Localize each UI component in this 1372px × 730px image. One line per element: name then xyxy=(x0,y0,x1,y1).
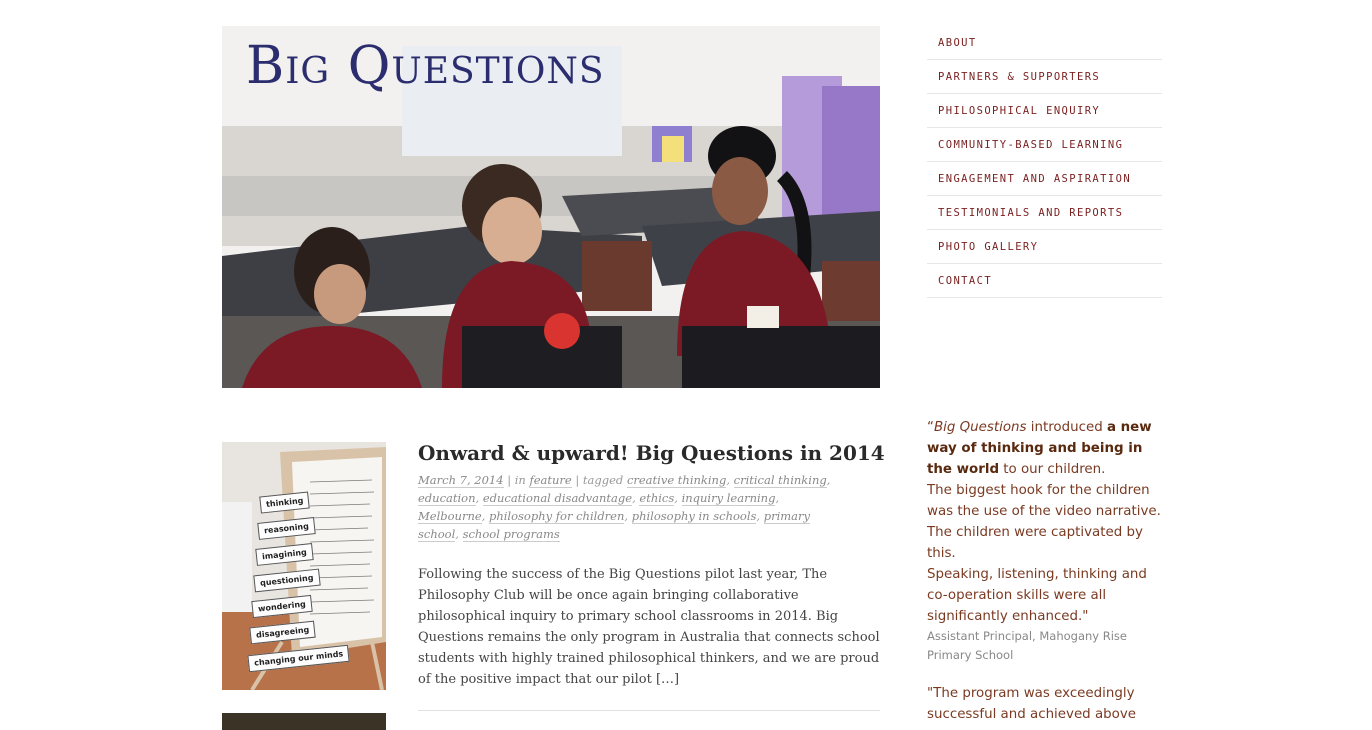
meta-tagged-label: tagged xyxy=(582,473,624,487)
post-tag-link[interactable]: primary school xyxy=(418,509,811,541)
post-tag-link[interactable]: creative thinking xyxy=(626,473,727,487)
meta-separator: | xyxy=(507,473,515,487)
tag-separator: , xyxy=(775,491,780,505)
tag-separator: , xyxy=(624,509,632,523)
nav-item-philosophical-enquiry[interactable]: PHILOSOPHICAL ENQUIRY xyxy=(927,94,1162,128)
thumb-word-card: reasoning xyxy=(257,517,315,540)
post-excerpt: Following the success of the Big Questions pilot last year, The Philosophy Club will be once again bringing collaborative philosophical inquiry to primary school classrooms in 2014. Big Questions remains the only program in Australia that connects school students with highly trained philosophical thinkers, and we are proud of the positive impact that our pilot […] xyxy=(418,567,880,687)
nav-item-partners-supporters[interactable]: PARTNERS & SUPPORTERS xyxy=(927,60,1162,94)
post-tag-link[interactable]: critical thinking xyxy=(733,473,827,487)
thumb-word-card: imagining xyxy=(255,543,313,566)
thumb-word-card: thinking xyxy=(259,491,310,513)
tag-separator: , xyxy=(632,491,640,505)
post-tag-link[interactable]: Melbourne xyxy=(418,509,482,523)
tag-separator: , xyxy=(756,509,764,523)
testimonial-2 xyxy=(927,683,1167,725)
post-date-link[interactable]: March 7, 2014 xyxy=(418,473,504,487)
tag-separator: , xyxy=(481,509,489,523)
thumb-word-card: questioning xyxy=(253,569,320,593)
post-tag-link[interactable]: philosophy for children xyxy=(488,509,625,523)
thumb-word-card: disagreeing xyxy=(249,621,316,645)
testimonial-1 xyxy=(927,417,1167,665)
nav-item-photo-gallery[interactable]: PHOTO GALLERY xyxy=(927,230,1162,264)
post-tag-link[interactable]: education xyxy=(418,491,476,505)
quote-text-1: introduced xyxy=(1026,420,1107,435)
quote-line-2: The biggest hook for the children was the use of the video narrative. The children were captivated by this. xyxy=(927,483,1161,561)
quote-line-3: Speaking, listening, thinking and co-operation skills were all significantly enhanced." xyxy=(927,567,1147,624)
nav-item-testimonials-reports[interactable]: TESTIMONIALS AND REPORTS xyxy=(927,196,1162,230)
nav-item-contact[interactable]: CONTACT xyxy=(927,264,1162,298)
tag-separator: , xyxy=(455,527,463,541)
tag-separator: , xyxy=(674,491,682,505)
tag-separator: , xyxy=(475,491,483,505)
quote-program-name: Big Questions xyxy=(933,420,1027,435)
post-meta xyxy=(418,471,838,543)
post-divider xyxy=(418,710,880,711)
meta-separator: | xyxy=(575,473,583,487)
quote-text-2: to our children. xyxy=(999,462,1106,477)
quote-highlight: a new way of thinking and being in the world xyxy=(927,420,1152,477)
post-tag-link[interactable]: ethics xyxy=(639,491,675,505)
tag-separator: , xyxy=(826,473,831,487)
post-title[interactable]: Onward & upward! Big Questions in 2014 xyxy=(418,441,885,465)
nav-item-about[interactable]: ABOUT xyxy=(927,26,1162,60)
post-thumbnail[interactable] xyxy=(222,442,386,690)
header-banner[interactable] xyxy=(222,26,880,388)
meta-in-label: in xyxy=(514,473,526,487)
quote-text: "The program was exceedingly successful and achieved above xyxy=(927,686,1136,722)
thumb-word-card: wondering xyxy=(251,595,312,618)
post-tag-link[interactable]: inquiry learning xyxy=(681,491,776,505)
thumb-word-cards xyxy=(222,442,386,690)
post-tag-link[interactable]: educational disadvantage xyxy=(482,491,633,505)
next-post-thumbnail[interactable] xyxy=(222,713,386,730)
site-title[interactable]: Big Questions xyxy=(246,36,605,96)
post-tag-link[interactable]: philosophy in schools xyxy=(631,509,757,523)
thumb-word-card: changing our minds xyxy=(247,645,350,673)
quote-attribution: Assistant Principal, Mahogany Rise Primary School xyxy=(927,629,1128,662)
nav-item-engagement-aspiration[interactable]: ENGAGEMENT AND ASPIRATION xyxy=(927,162,1162,196)
tag-separator: , xyxy=(726,473,734,487)
quote-open-mark: “ xyxy=(927,420,934,435)
main-navigation xyxy=(927,26,1162,298)
post-tag-link[interactable]: school programs xyxy=(462,527,560,541)
nav-item-community-based-learning[interactable]: COMMUNITY-BASED LEARNING xyxy=(927,128,1162,162)
post-category-link[interactable]: feature xyxy=(529,473,572,487)
